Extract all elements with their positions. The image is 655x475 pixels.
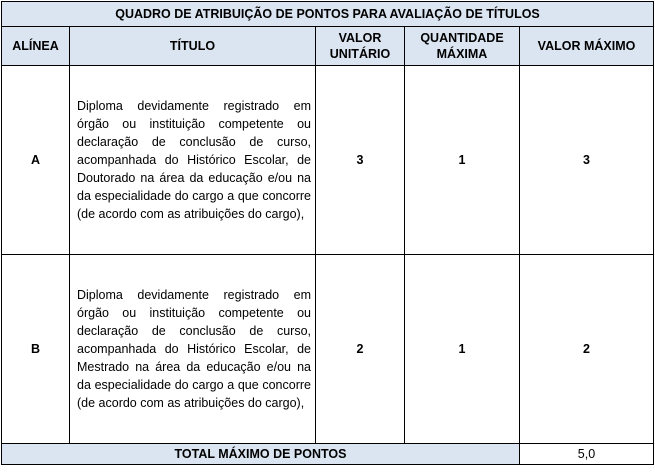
row-b-titulo-text: Diploma devidamente registrado em órgão ou instituição competente ou declaração de conclusão de curso, acompanhada do Histórico Escolar, de Mestrado na área da educação e/ou na da especialidade do cargo a que concorre (de acordo com as atribuições do cargo), (77, 288, 311, 410)
header-row (2, 27, 654, 66)
header-valor-unitario-line1: VALOR (338, 31, 382, 45)
row-a-titulo (70, 66, 316, 255)
row-b-valor-maximo: 2 (520, 255, 654, 444)
table-title-row (2, 2, 654, 27)
header-valor-unitario-line2: UNITÁRIO (329, 47, 391, 61)
header-quantidade-maxima (405, 27, 520, 66)
row-b-titulo (70, 255, 316, 444)
row-b-valor-unitario: 2 (316, 255, 405, 444)
header-quantidade-line1: QUANTIDADE (420, 31, 504, 45)
total-row (2, 444, 654, 465)
table-row (2, 255, 654, 444)
total-value: 5,0 (520, 444, 654, 465)
points-table-wrapper (1, 1, 654, 465)
header-alinea: ALÍNEA (2, 27, 70, 66)
table-title: QUADRO DE ATRIBUIÇÃO DE PONTOS PARA AVALIAÇÃO DE TÍTULOS (2, 2, 654, 27)
total-label: TOTAL MÁXIMO DE PONTOS (2, 444, 520, 465)
header-valor-maximo: VALOR MÁXIMO (520, 27, 654, 66)
row-a-titulo-text: Diploma devidamente registrado em órgão ou instituição competente ou declaração de conclusão de curso, acompanhada do Histórico Escolar, de Doutorado na área da educação e/ou na da especialidade do cargo a que concorre (de acordo com as atribuições do cargo), (77, 99, 311, 221)
row-b-quantidade-maxima: 1 (405, 255, 520, 444)
header-valor-unitario (316, 27, 405, 66)
header-quantidade-line2: MÁXIMA (436, 47, 488, 61)
header-titulo: TÍTULO (70, 27, 316, 66)
row-a-valor-maximo: 3 (520, 66, 654, 255)
row-a-valor-unitario: 3 (316, 66, 405, 255)
row-b-alinea: B (2, 255, 70, 444)
table-row (2, 66, 654, 255)
row-a-alinea: A (2, 66, 70, 255)
points-table (1, 1, 654, 465)
row-a-quantidade-maxima: 1 (405, 66, 520, 255)
